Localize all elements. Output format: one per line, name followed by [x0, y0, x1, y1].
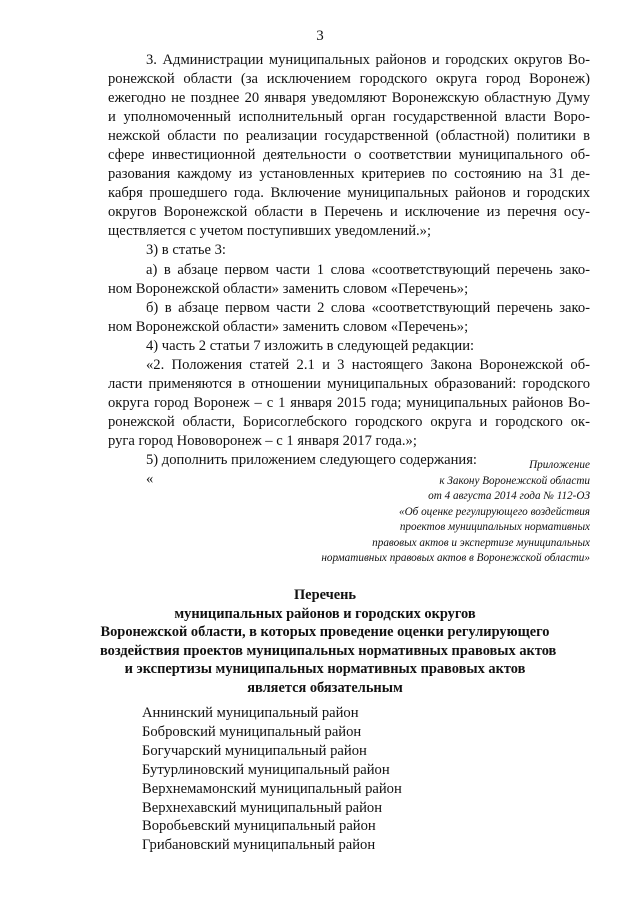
text-line: и уполномоченный исполнительный орган государственной власти Воро- — [108, 109, 590, 126]
text-line: нежской области по реализации государственной (областной) политики в — [108, 128, 590, 145]
text-line: « — [146, 471, 154, 488]
text-line: ном Воронежской области» заменить словом «Перечень»; — [108, 280, 469, 297]
text-line: а) в абзаце первом части 1 слова «соответствующий перечень зако- — [146, 261, 590, 278]
text-line: ронежской области (за исключением городского округа город Воронеж) — [108, 71, 590, 88]
district-item: Богучарский муниципальный район — [142, 742, 367, 759]
text-line: 3. Администрации муниципальных районов и городских округов Во- — [146, 52, 590, 68]
appendix-note-line: нормативных правовых актов в Воронежской области» — [321, 552, 590, 565]
text-line: 3) в статье 3: — [146, 242, 226, 259]
district-item: Аннинский муниципальный район — [142, 705, 359, 721]
text-line: 5) дополнить приложением следующего содержания: — [146, 451, 477, 468]
text-line: ронежской области, Борисоглебского городского округа и городского ок- — [108, 413, 590, 430]
list-title-line: муниципальных районов и городских округов — [174, 605, 476, 622]
appendix-note — [260, 458, 590, 567]
text-line: сфере инвестиционной деятельности о соответствии муниципального об- — [108, 147, 590, 164]
district-item: Верхнехавский муниципальный район — [142, 799, 383, 816]
text-line: б) в абзаце первом части 2 слова «соответствующий перечень зако- — [146, 299, 590, 316]
appendix-note-line: проектов муниципальных нормативных — [399, 521, 590, 534]
district-item: Верхнемамонский муниципальный район — [142, 780, 402, 797]
page-number: 3 — [316, 28, 324, 44]
text-line: ном Воронежской области» заменить словом «Перечень»; — [108, 318, 469, 335]
appendix-note-line: правовых актов и экспертизе муниципальных — [372, 536, 590, 549]
list-title-line: Воронежской области, в которых проведение оценки регулирующего — [100, 624, 550, 641]
text-line: ществляется с учетом поступивших уведомлений.»; — [108, 223, 432, 240]
text-line: округа город Воронеж – с 1 января 2015 года; муниципальных районов Во- — [108, 394, 590, 411]
list-title-heading: Перечень — [293, 587, 357, 603]
district-list — [142, 704, 402, 855]
text-line: руга город Нововоронеж – с 1 января 2017 года.»; — [108, 432, 417, 449]
text-line: кабря прошедшего года. Включение муниципальных районов и городских — [108, 185, 590, 202]
list-title — [100, 586, 557, 698]
text-line: ласти применяются в отношении муниципальных образований: городского — [108, 375, 590, 392]
text-line: 4) часть 2 статьи 7 изложить в следующей редакции: — [146, 337, 475, 354]
appendix-note-line: к Закону Воронежской области — [439, 474, 590, 487]
district-item: Грибановский муниципальный район — [142, 837, 376, 854]
appendix-note-line: Приложение — [529, 459, 590, 471]
district-item: Бутурлиновский муниципальный район — [142, 761, 390, 778]
appendix-note-line: «Об оценке регулирующего воздействия — [398, 505, 590, 518]
text-line: округов Воронежской области в Перечень и исключение из перечня осу- — [108, 204, 590, 221]
appendix-note-line: от 4 августа 2014 года № 112-ОЗ — [428, 490, 590, 503]
district-item: Бобровский муниципальный район — [142, 723, 362, 740]
text-line: разования каждому из установленных критериев по состоянию на 31 де- — [108, 166, 590, 183]
text-line: «2. Положения статей 2.1 и 3 настоящего Закона Воронежской об- — [146, 356, 590, 373]
list-title-line: и экспертизы муниципальных нормативных правовых актов — [124, 661, 526, 678]
law-text-body — [108, 51, 590, 489]
district-item: Воробьевский муниципальный район — [142, 818, 376, 835]
list-title-line: воздействия проектов муниципальных нормативных правовых актов — [100, 642, 557, 659]
text-line: ежегодно не позднее 20 января уведомляют Воронежскую областную Думу — [108, 90, 590, 107]
list-title-line: является обязательным — [247, 679, 403, 696]
